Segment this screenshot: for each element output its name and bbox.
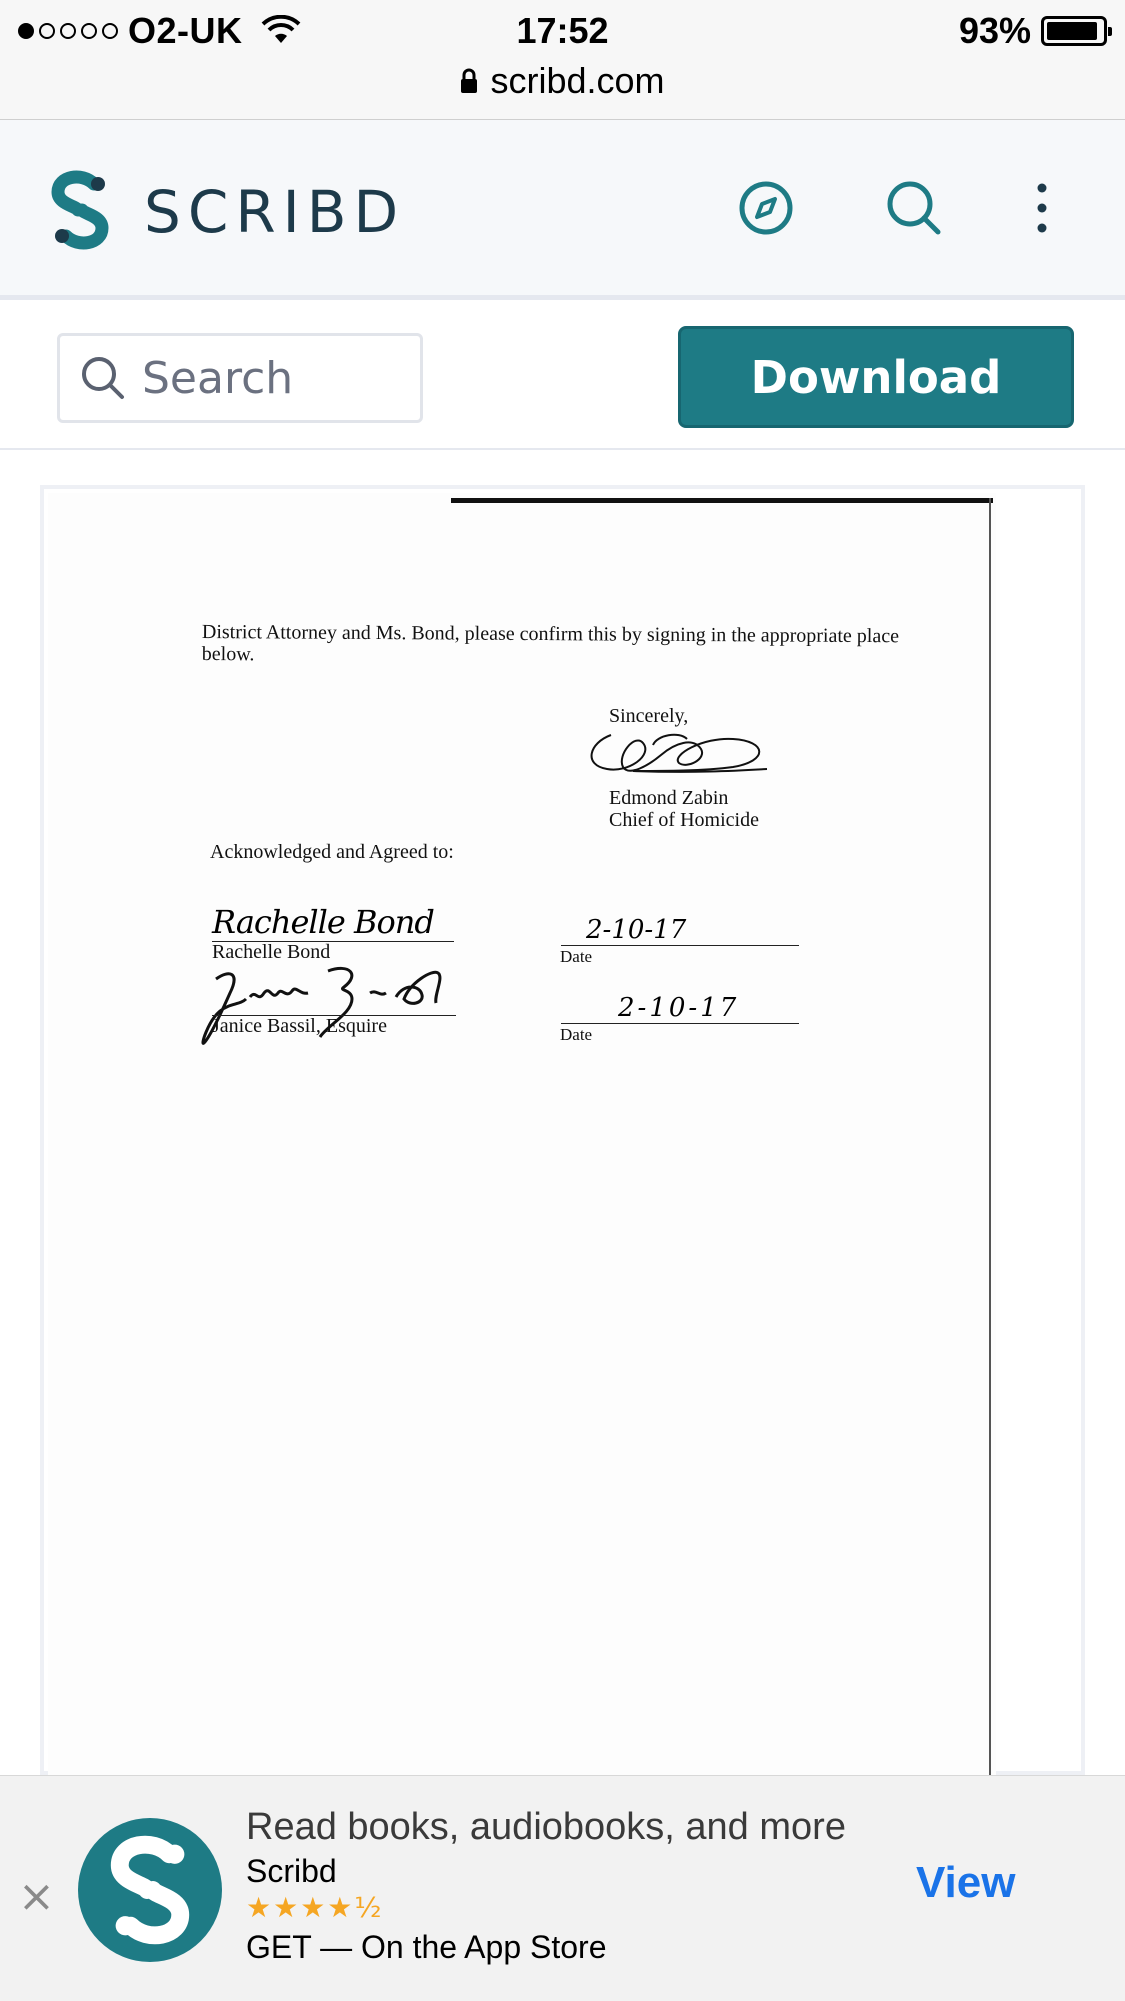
- document-toolbar: [0, 305, 1125, 450]
- party1-handwritten-date: 2-10-17: [586, 915, 687, 945]
- paragraph-line-1: District Attorney and Ms. Bond, please confirm this by signing in the appropriate place: [201, 621, 900, 648]
- scribd-logo-icon[interactable]: [48, 170, 112, 250]
- party2-handwritten-date: 2-10-17: [618, 993, 740, 1023]
- banner-title: Read books, audiobooks, and more: [246, 1806, 846, 1848]
- brand-wordmark[interactable]: SCRIBD: [144, 178, 406, 246]
- party1-name: Rachelle Bond: [212, 941, 331, 963]
- close-banner-button[interactable]: ×: [18, 1871, 55, 1922]
- download-button[interactable]: Download: [678, 326, 1074, 428]
- document-page: [48, 493, 996, 1783]
- paragraph-line-2: below.: [201, 642, 255, 666]
- search-icon[interactable]: [884, 178, 944, 238]
- compass-icon[interactable]: [736, 178, 796, 238]
- party1-date-label: Date: [560, 947, 593, 966]
- scribd-app-logo-icon: [106, 1835, 194, 1945]
- edmond-zabin-signature: [583, 725, 773, 781]
- banner-app-name: Scribd: [246, 1853, 337, 1889]
- search-box[interactable]: [57, 333, 423, 423]
- battery-percent: 93%: [958, 10, 1031, 51]
- banner-get-text: GET — On the App Store: [246, 1929, 607, 1965]
- signer-title: Chief of Homicide: [609, 809, 759, 831]
- more-vertical-icon[interactable]: [1012, 178, 1072, 238]
- scribd-app-icon[interactable]: [78, 1818, 222, 1962]
- carrier-name: O2-UK: [128, 10, 243, 51]
- search-input[interactable]: [142, 353, 392, 404]
- battery-group: [959, 10, 1107, 52]
- body-paragraph: [202, 621, 899, 669]
- view-button[interactable]: View: [916, 1858, 1016, 1907]
- acknowledgement-heading: Acknowledged and Agreed to:: [210, 841, 454, 863]
- party2-name: Janice Bassil, Esquire: [212, 1015, 387, 1037]
- signer-name: Edmond Zabin: [609, 787, 729, 809]
- url-text: scribd.com: [490, 60, 665, 101]
- address-bar[interactable]: [0, 60, 1125, 102]
- document-viewer[interactable]: [40, 485, 1085, 1775]
- rating-stars: ★★★★½: [246, 1891, 384, 1924]
- search-field-icon: [80, 355, 126, 401]
- battery-icon: [1041, 16, 1107, 46]
- rachelle-bond-signature: Rachelle Bond: [212, 903, 434, 941]
- lock-icon: [460, 68, 478, 94]
- status-bar: [0, 0, 1125, 120]
- app-store-banner: [0, 1775, 1125, 2001]
- closing-text: Sincerely,: [609, 705, 689, 727]
- clock: 17:52: [516, 10, 609, 51]
- site-header: [0, 120, 1125, 300]
- party2-date-label: Date: [560, 1025, 593, 1044]
